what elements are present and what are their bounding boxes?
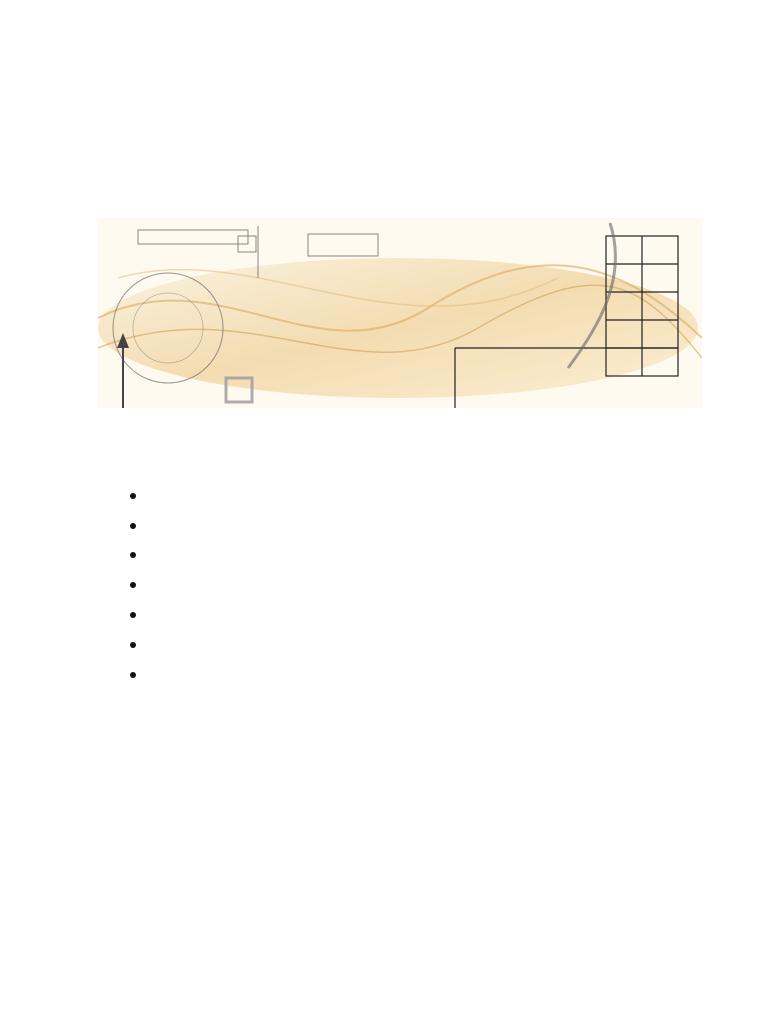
- list-item: [130, 541, 152, 571]
- members-list: [130, 481, 152, 690]
- list-item: [130, 600, 152, 630]
- bullet-icon: [130, 672, 136, 678]
- list-item: [130, 511, 152, 541]
- list-item: [130, 570, 152, 600]
- bullet-icon: [130, 612, 136, 618]
- bullet-icon: [130, 552, 136, 558]
- top-diamond-border: [0, 0, 768, 200]
- bullet-icon: [130, 493, 136, 499]
- bullet-icon: [130, 523, 136, 529]
- bottom-diamond-border: [0, 835, 768, 1024]
- bullet-icon: [130, 582, 136, 588]
- list-item: [130, 481, 152, 511]
- subject-banner: [98, 218, 702, 408]
- math-background-image: [98, 218, 702, 408]
- list-item: [130, 630, 152, 660]
- list-item: [130, 660, 152, 690]
- bullet-icon: [130, 642, 136, 648]
